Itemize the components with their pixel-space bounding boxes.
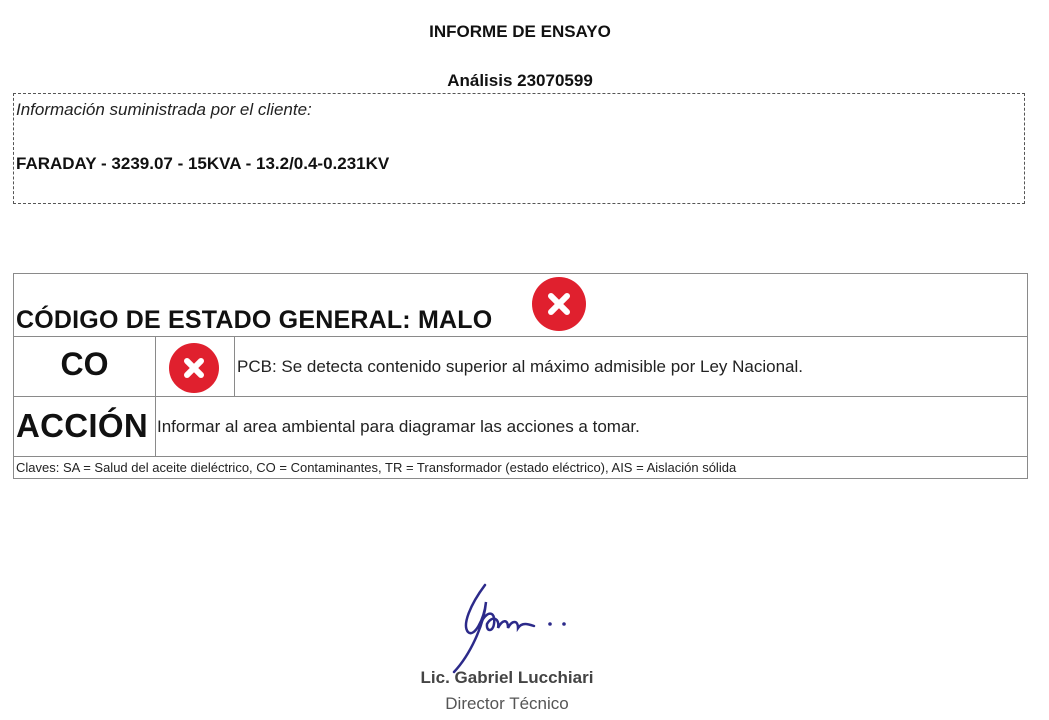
client-info-label: Información suministrada por el cliente:	[16, 100, 312, 119]
keys-row	[14, 457, 1027, 478]
signer-name: Lic. Gabriel Lucchiari	[420, 668, 594, 687]
contaminants-row	[14, 337, 1027, 397]
cell-divider	[155, 337, 156, 396]
action-text: Informar al area ambiental para diagramar las acciones a tomar.	[157, 417, 640, 436]
status-table	[13, 273, 1028, 479]
analysis-number: Análisis 23070599	[447, 71, 593, 90]
signature-mark	[440, 580, 590, 680]
report-title: INFORME DE ENSAYO	[429, 22, 611, 41]
general-status-row	[14, 274, 1027, 337]
co-code-label: CO	[60, 346, 109, 382]
client-info-value: FARADAY - 3239.07 - 15KVA - 13.2/0.4-0.231KV	[16, 154, 390, 173]
general-status-label: CÓDIGO DE ESTADO GENERAL: MALO	[16, 306, 493, 334]
cell-divider	[155, 397, 156, 456]
action-label: ACCIÓN	[16, 407, 148, 444]
cell-divider	[234, 337, 235, 396]
keys-legend: Claves: SA = Salud del aceite dieléctrico, CO = Contaminantes, TR = Transformador (estado eléctrico), AIS = Aislación sólida	[16, 460, 737, 475]
client-info-box	[13, 93, 1025, 204]
x-circle-icon	[169, 343, 219, 393]
x-circle-icon	[532, 277, 586, 331]
co-description: PCB: Se detecta contenido superior al máximo admisible por Ley Nacional.	[237, 357, 804, 376]
signer-role: Director Técnico	[445, 694, 569, 713]
action-row	[14, 397, 1027, 457]
